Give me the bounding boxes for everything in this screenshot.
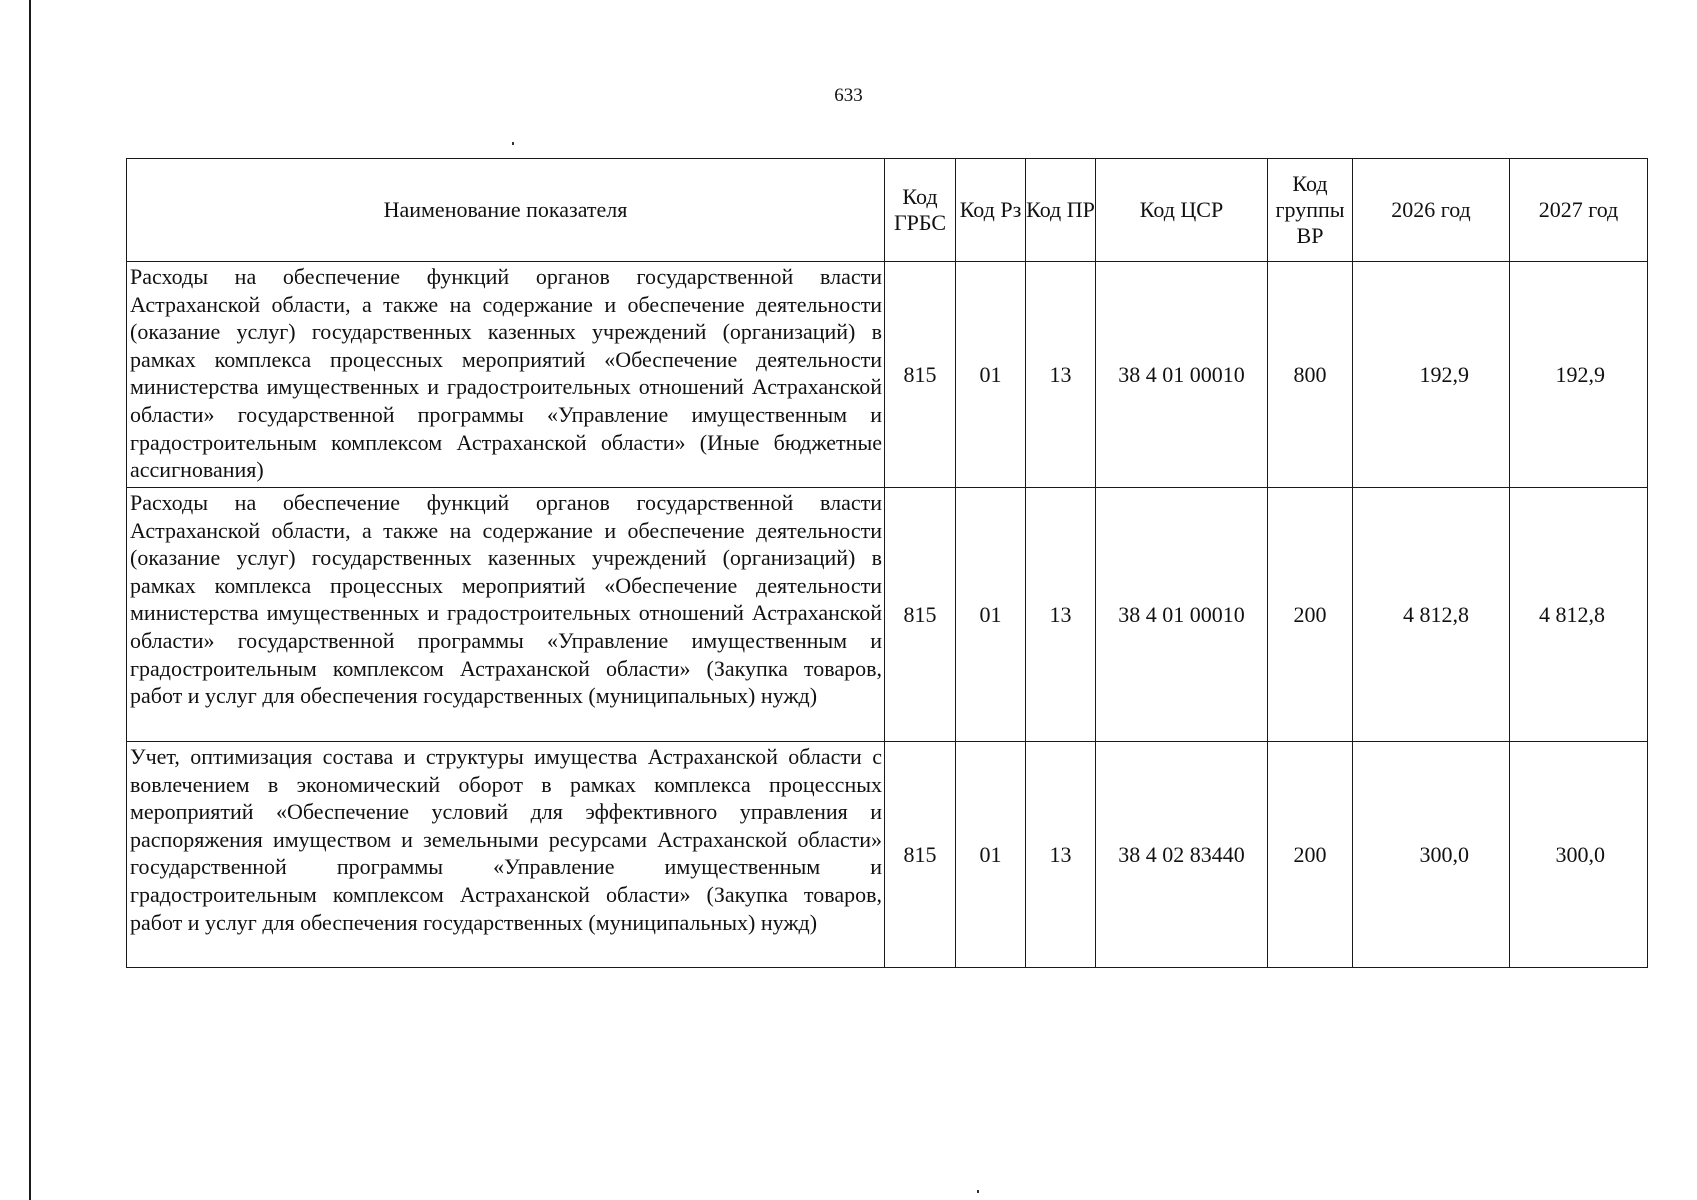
page-number: 633 <box>834 85 863 106</box>
row-grbs: 815 <box>885 742 956 968</box>
header-grbs: Код ГРБС <box>885 159 956 262</box>
header-name: Наименование показателя <box>127 159 885 262</box>
row-pr: 13 <box>1026 742 1096 968</box>
scan-speck <box>512 142 514 145</box>
row-value-2026: 300,0 <box>1353 742 1510 968</box>
table-row <box>127 488 1648 742</box>
row-name: Расходы на обеспечение функций органов государственной власти Астраханской области, а также на содержание и обеспечение деятельности (оказание услуг) государственных казенных учреждений (организаций) в рамках комплекса процессных мероприятий «Обеспечение деятельности министерства имущественных и градостроительных отношений Астраханской области» государственной программы «Управление имущественным и градостроительным комплексом Астраханской области» (Иные бюджетные ассигнования) <box>127 262 885 488</box>
header-2026: 2026 год <box>1353 159 1510 262</box>
row-pr: 13 <box>1026 262 1096 488</box>
scan-edge-line <box>29 0 31 1200</box>
row-rz: 01 <box>956 262 1026 488</box>
row-csr: 38 4 01 00010 <box>1096 488 1268 742</box>
row-grbs: 815 <box>885 488 956 742</box>
row-vr: 200 <box>1268 742 1353 968</box>
header-csr: Код ЦСР <box>1096 159 1268 262</box>
row-name: Расходы на обеспечение функций органов государственной власти Астраханской области, а также на содержание и обеспечение деятельности (оказание услуг) государственных казенных учреждений (организаций) в рамках комплекса процессных мероприятий «Обеспечение деятельности министерства имущественных и градостроительных отношений Астраханской области» государственной программы «Управление имущественным и градостроительным комплексом Астраханской области» (Закупка товаров, работ и услуг для обеспечения государственных (муниципальных) нужд) <box>127 488 885 742</box>
row-csr: 38 4 01 00010 <box>1096 262 1268 488</box>
row-rz: 01 <box>956 488 1026 742</box>
header-vr: Код группы ВР <box>1268 159 1353 262</box>
table-row <box>127 742 1648 968</box>
row-rz: 01 <box>956 742 1026 968</box>
row-csr: 38 4 02 83440 <box>1096 742 1268 968</box>
budget-table <box>126 158 1648 968</box>
row-value-2027: 4 812,8 <box>1510 488 1648 742</box>
row-value-2027: 300,0 <box>1510 742 1648 968</box>
header-pr: Код ПР <box>1026 159 1096 262</box>
header-2027: 2027 год <box>1510 159 1648 262</box>
scan-speck <box>977 1190 979 1193</box>
row-pr: 13 <box>1026 488 1096 742</box>
row-grbs: 815 <box>885 262 956 488</box>
row-name: Учет, оптимизация состава и структуры имущества Астраханской области с вовлечением в экономический оборот в рамках комплекса процессных мероприятий «Обеспечение условий для эффективного управления и распоряжения имуществом и земельными ресурсами Астраханской области» государственной программы «Управление имущественным и градостроительным комплексом Астраханской области» (Закупка товаров, работ и услуг для обеспечения государственных (муниципальных) нужд) <box>127 742 885 968</box>
row-vr: 800 <box>1268 262 1353 488</box>
row-value-2027: 192,9 <box>1510 262 1648 488</box>
table-row <box>127 262 1648 488</box>
table-header-row <box>127 159 1648 262</box>
header-rz: Код Рз <box>956 159 1026 262</box>
row-value-2026: 192,9 <box>1353 262 1510 488</box>
row-vr: 200 <box>1268 488 1353 742</box>
row-value-2026: 4 812,8 <box>1353 488 1510 742</box>
